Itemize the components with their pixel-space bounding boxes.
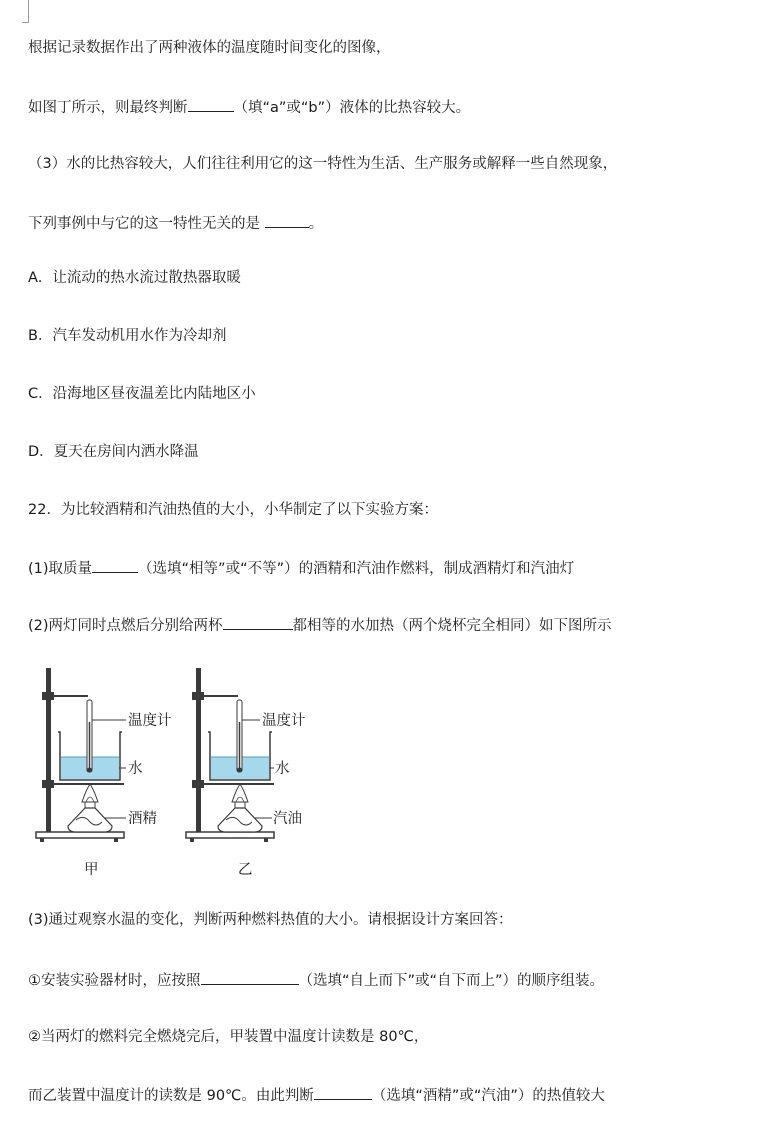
line-text: ①安装实验器材时，应按照: [28, 973, 201, 989]
line-text: （3）水的比热容较大，人们往往利用它的这一特性为生活、生产服务或解释一些自然现象，: [28, 156, 618, 172]
line-text: (2)两灯同时点燃后分别给两杯: [28, 618, 223, 634]
text-line-4: [28, 212, 323, 234]
apparatus-left: [36, 668, 172, 878]
label-water-left: 水: [128, 761, 143, 777]
experiment-figure: [30, 662, 330, 882]
question-22: [28, 500, 438, 520]
line-text: (3)通过观察水温的变化，判断两种燃料热值的大小。请根据设计方案回答：: [28, 912, 513, 928]
line-text: 。: [308, 216, 324, 232]
option-b: [28, 326, 226, 346]
text-line-1: [28, 38, 391, 58]
line-text: ②当两灯的燃料完全燃烧完后，甲装置中温度计读数是 80℃，: [28, 1029, 429, 1045]
option-d: [28, 442, 199, 462]
label-fuel-right: 汽油: [273, 811, 302, 827]
line-text: （选填“相等”或“不等”）的酒精和汽油作燃料，制成酒精灯和汽油灯: [138, 561, 575, 577]
line-text: （选填“自上而下”或“自下而上”）的顺序组装。: [298, 973, 605, 989]
text-line-3: [28, 154, 617, 174]
text-line-q22-3-1: [28, 969, 604, 991]
option-a: [28, 268, 241, 288]
label-water-right: 水: [275, 761, 290, 777]
caption-right: 乙: [238, 862, 253, 878]
text-line-q22-1: [28, 557, 574, 579]
line-text: （填“a”或“b”）液体的比热容较大。: [233, 100, 471, 116]
text-line-q22-3-2: [28, 1027, 428, 1047]
line-text: 都相等的水加热（两个烧杯完全相同）如下图所示: [292, 618, 612, 634]
answer-blank[interactable]: [92, 557, 138, 573]
line-text: C．沿海地区昼夜温差比内陆地区小: [28, 386, 256, 402]
text-line-q22-3: [28, 910, 513, 930]
line-text: 22．为比较酒精和汽油热值的大小，小华制定了以下实验方案：: [28, 502, 438, 518]
line-text: A．让流动的热水流过散热器取暖: [28, 270, 241, 286]
option-c: [28, 384, 256, 404]
text-line-2: [28, 96, 470, 118]
caption-left: 甲: [84, 862, 99, 878]
text-line-q22-2: [28, 614, 612, 636]
line-text: B．汽车发动机用水作为冷却剂: [28, 328, 227, 344]
label-fuel-left: 酒精: [128, 811, 157, 827]
answer-blank[interactable]: [314, 1084, 372, 1100]
line-text: 而乙装置中温度计的读数是 90℃。由此判断: [28, 1088, 314, 1104]
text-line-q22-3-3: [28, 1084, 605, 1106]
label-thermometer-right: 温度计: [262, 713, 306, 729]
line-text: (1)取质量: [28, 561, 93, 577]
answer-blank[interactable]: [188, 96, 234, 112]
apparatus-right: [186, 668, 306, 878]
line-text: （选填“酒精”或“汽油”）的热值较大: [371, 1088, 605, 1104]
answer-blank[interactable]: [201, 969, 299, 985]
experiment-diagram: [30, 662, 330, 882]
answer-blank[interactable]: [265, 212, 309, 228]
page-corner-mark: [22, 0, 29, 23]
line-text: 根据记录数据作出了两种液体的温度随时间变化的图像，: [28, 40, 391, 56]
line-text: 下列事例中与它的这一特性无关的是: [28, 216, 265, 232]
answer-blank[interactable]: [223, 614, 293, 630]
line-text: D．夏天在房间内洒水降温: [28, 444, 199, 460]
label-thermometer-left: 温度计: [128, 713, 172, 729]
line-text: 如图丁所示，则最终判断: [28, 100, 188, 116]
